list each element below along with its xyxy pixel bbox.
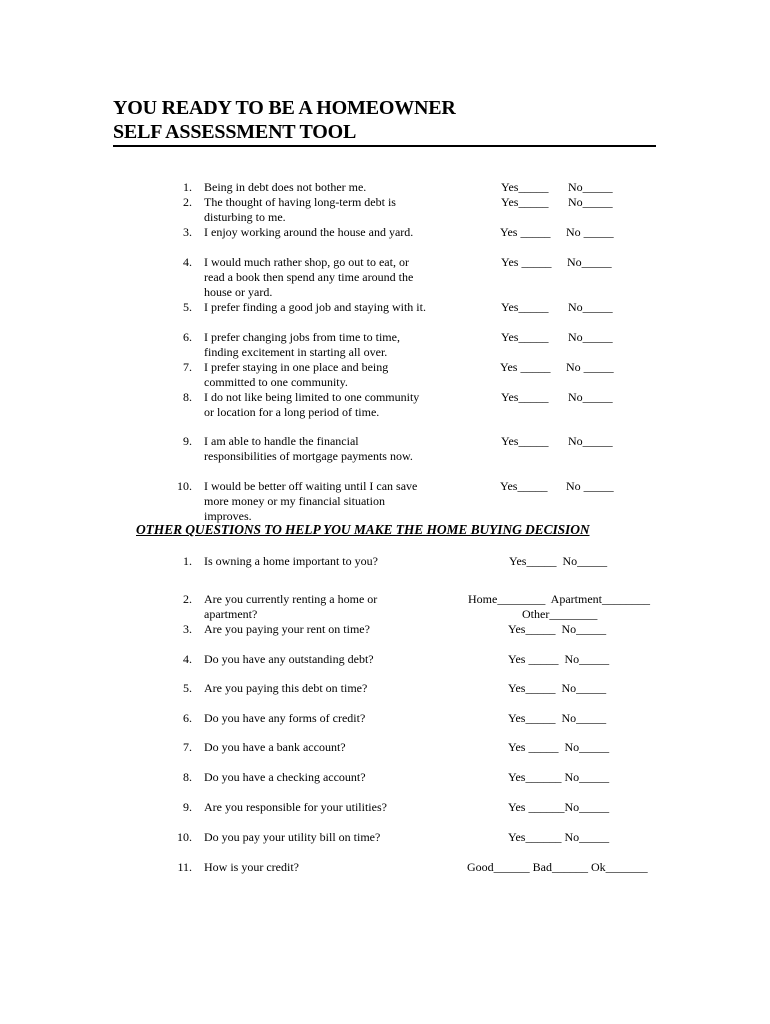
question-number: 1.	[183, 554, 192, 568]
document-title-line-1: YOU READY TO BE A HOMEOWNER	[113, 97, 456, 119]
question-text: Do you have any outstanding debt?	[204, 652, 374, 666]
answer-field-7[interactable]: Yes _____ No_____	[508, 740, 610, 754]
question-number: 10.	[177, 830, 192, 844]
question-number: 9.	[183, 434, 192, 448]
question-text: Do you have a checking account?	[204, 770, 366, 784]
document-title-line-2: SELF ASSESSMENT TOOL	[113, 121, 357, 143]
yes-field-10[interactable]: Yes_____	[500, 479, 548, 493]
answer-field-3[interactable]: Yes_____ No_____	[508, 622, 607, 636]
question-text: I prefer staying in one place and being committed to one community.	[204, 360, 389, 389]
no-field-5[interactable]: No_____	[568, 300, 613, 314]
question-number: 2.	[183, 592, 192, 606]
yes-field-8[interactable]: Yes_____	[501, 390, 549, 404]
question-text: Do you pay your utility bill on time?	[204, 830, 381, 844]
answer-field-2[interactable]: Home________ Apartment________	[468, 592, 650, 606]
no-field-4[interactable]: No_____	[567, 255, 612, 269]
question-text: Being in debt does not bother me.	[204, 180, 367, 194]
question-number: 8.	[183, 390, 192, 404]
no-field-9[interactable]: No_____	[568, 434, 613, 448]
question-number: 11.	[177, 860, 192, 874]
question-number: 3.	[183, 622, 192, 636]
answer-field-5[interactable]: Yes_____ No_____	[508, 681, 607, 695]
section-heading: OTHER QUESTIONS TO HELP YOU MAKE THE HOME BUYING DECISION	[136, 522, 590, 537]
answer-field-6[interactable]: Yes_____ No_____	[508, 711, 607, 725]
question-number: 1.	[183, 180, 192, 194]
question-number: 3.	[183, 225, 192, 239]
yes-field-3[interactable]: Yes _____	[500, 225, 551, 239]
no-field-3[interactable]: No _____	[566, 225, 614, 239]
no-field-2[interactable]: No_____	[568, 195, 613, 209]
title-rule	[113, 145, 656, 147]
question-text: Are you currently renting a home or apartment?	[204, 592, 378, 621]
question-number: 5.	[183, 681, 192, 695]
no-field-6[interactable]: No_____	[568, 330, 613, 344]
question-text: Do you have a bank account?	[204, 740, 346, 754]
yes-field-1[interactable]: Yes_____	[501, 180, 549, 194]
question-text: The thought of having long-term debt is disturbing to me.	[204, 195, 396, 224]
question-text: I would much rather shop, go out to eat, or read a book then spend any time around the house or yard.	[204, 255, 414, 299]
yes-field-5[interactable]: Yes_____	[501, 300, 549, 314]
question-number: 2.	[183, 195, 192, 209]
question-text: Do you have any forms of credit?	[204, 711, 366, 725]
answer-field-2-other[interactable]: Other________	[522, 607, 598, 621]
question-text: I am able to handle the financial responsibilities of mortgage payments now.	[204, 434, 413, 463]
yes-field-4[interactable]: Yes _____	[501, 255, 552, 269]
no-field-7[interactable]: No _____	[566, 360, 614, 374]
answer-field-4[interactable]: Yes _____ No_____	[508, 652, 610, 666]
question-text: I prefer finding a good job and staying with it.	[204, 300, 426, 314]
yes-field-6[interactable]: Yes_____	[501, 330, 549, 344]
answer-field-8[interactable]: Yes______ No_____	[508, 770, 610, 784]
question-number: 5.	[183, 300, 192, 314]
no-field-10[interactable]: No _____	[566, 479, 614, 493]
question-number: 10.	[177, 479, 192, 493]
question-text: Is owning a home important to you?	[204, 554, 378, 568]
question-number: 6.	[183, 330, 192, 344]
answer-field-10[interactable]: Yes______ No_____	[508, 830, 610, 844]
no-field-1[interactable]: No_____	[568, 180, 613, 194]
question-text: Are you paying your rent on time?	[204, 622, 370, 636]
question-text: I would be better off waiting until I can save more money or my financial situation improves.	[204, 479, 418, 523]
answer-field-1[interactable]: Yes_____ No_____	[509, 554, 608, 568]
question-number: 4.	[183, 652, 192, 666]
yes-field-2[interactable]: Yes_____	[501, 195, 549, 209]
yes-field-7[interactable]: Yes _____	[500, 360, 551, 374]
answer-field-9[interactable]: Yes ______No_____	[508, 800, 610, 814]
question-number: 7.	[183, 360, 192, 374]
no-field-8[interactable]: No_____	[568, 390, 613, 404]
question-number: 8.	[183, 770, 192, 784]
question-text: Are you paying this debt on time?	[204, 681, 368, 695]
question-number: 7.	[183, 740, 192, 754]
question-text: I prefer changing jobs from time to time, finding excitement in starting all over.	[204, 330, 400, 359]
question-number: 4.	[183, 255, 192, 269]
yes-field-9[interactable]: Yes_____	[501, 434, 549, 448]
question-number: 9.	[183, 800, 192, 814]
answer-field-11[interactable]: Good______ Bad______ Ok_______	[467, 860, 648, 874]
question-text: I enjoy working around the house and yard.	[204, 225, 414, 239]
question-number: 6.	[183, 711, 192, 725]
question-text: Are you responsible for your utilities?	[204, 800, 387, 814]
question-text: How is your credit?	[204, 860, 299, 874]
question-text: I do not like being limited to one community or location for a long period of time.	[204, 390, 420, 419]
